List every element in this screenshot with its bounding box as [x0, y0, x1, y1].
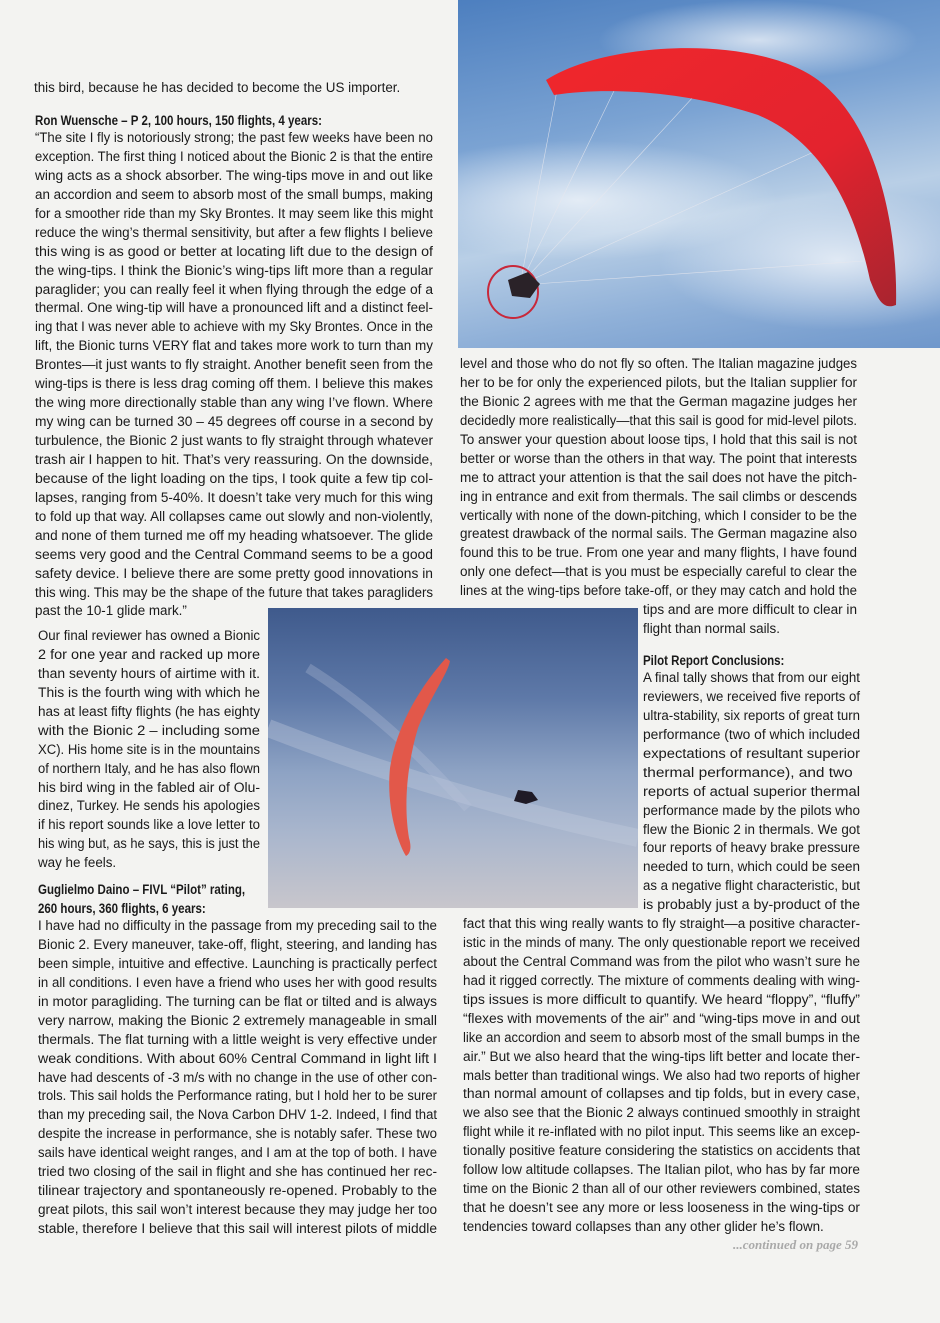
text-line-content: has at least fifty flights (he has eighty	[38, 703, 260, 719]
text-line	[460, 563, 857, 582]
text-line	[35, 337, 433, 356]
text-line	[35, 167, 433, 186]
text-line	[35, 489, 433, 508]
text-line	[643, 726, 860, 745]
text-line-content: the wing more directionally stable than any wing I’ve flown. Where	[35, 395, 433, 411]
text-line	[643, 877, 860, 896]
text-line-content: his bird wing in the fabled air of Olu-	[38, 779, 260, 795]
text-line	[35, 375, 433, 394]
text-line-content: lift, the Bionic turns VERY flat and takes more work to turn than my	[35, 338, 433, 354]
text-line	[643, 669, 860, 688]
text-line	[38, 1106, 437, 1125]
text-line-content: about the Central Command was from the pilot who wasn’t sure he	[463, 953, 860, 969]
text-line	[460, 544, 857, 563]
text-line-content: reports of actual superior thermal	[643, 783, 860, 799]
text-line	[38, 1163, 437, 1182]
text-line-content: we also see that the Bionic 2 always continued smoothly in straight	[463, 1105, 860, 1121]
paraglider-photo	[268, 608, 638, 908]
text-line-content: “flexes with movements of the air” and “wing-tips move in and out	[463, 1010, 860, 1026]
text-line-content: tionally positive feature considering the statistics on accidents that	[463, 1143, 860, 1159]
text-line-content: safety device. I believe there are some pretty good innovations in	[35, 565, 433, 581]
conclusions-heading-text: Pilot Report Conclusions:	[643, 653, 785, 668]
text-line	[38, 627, 260, 646]
text-line	[643, 601, 857, 620]
text-line-content: dinez, Turkey. He sends his apologies	[38, 798, 260, 814]
text-line-content: if his report sounds like a love letter to	[38, 817, 260, 833]
guglielmo-review-paragraph	[38, 917, 437, 1239]
text-line	[38, 760, 260, 779]
text-line-content: of northern Italy, and he has also flown	[38, 760, 260, 776]
text-line-content: decidedly more realistically—that this sail is good for mid-level pilots.	[460, 412, 857, 428]
text-line	[35, 356, 433, 375]
text-line-content: as a negative flight characteristic, but	[643, 878, 860, 894]
text-line	[463, 972, 860, 991]
text-line	[460, 355, 857, 374]
text-line-content: XC). His home site is in the mountains	[38, 741, 260, 757]
text-line	[35, 451, 433, 470]
text-line-content: been simple, intuitive and effective. Launching is practically perfect	[38, 955, 437, 971]
text-line	[643, 821, 860, 840]
text-line-content: tips and are more difficult to clear in	[643, 602, 857, 617]
guglielmo-heading-line2: 260 hours, 360 flights, 6 years:	[38, 901, 206, 916]
text-line	[35, 394, 433, 413]
text-line	[38, 1220, 437, 1239]
text-line-content: this wing. This may be the shape of the future that takes paragliders	[35, 584, 433, 600]
text-line-content: sails have identical weight ranges, and I am at the top of both. I have	[38, 1145, 437, 1161]
text-line	[35, 148, 433, 167]
text-line	[463, 991, 860, 1010]
text-line	[38, 993, 437, 1012]
text-line-content: expectations of resultant superior	[643, 745, 860, 761]
text-line-content: follow low altitude collapses. The Italian pilot, who has by far more	[463, 1162, 860, 1178]
text-line-content: his wing but, as he says, this is just the	[38, 836, 260, 852]
text-line-content: great pilots, this sail won’t interest because they may judge her too	[38, 1202, 438, 1218]
text-line	[463, 1067, 860, 1086]
intro-paragraph	[34, 79, 434, 98]
text-line	[38, 1144, 437, 1163]
text-line	[463, 934, 860, 953]
text-line	[38, 665, 260, 684]
text-line	[38, 816, 260, 835]
text-line-content: trash air I happen to hit. That’s very reassuring. On the downside,	[35, 451, 433, 467]
text-line-content: that he doesn’t see any more or less looseness in the wing-tips or	[463, 1200, 860, 1216]
text-line-content: four reports of heavy brake pressure	[643, 840, 860, 856]
text-line	[463, 953, 860, 972]
text-line-content: paraglider; you can really feel it when flying through the edge of a	[35, 281, 434, 297]
text-line-content: 2 for one year and racked up more	[38, 646, 260, 662]
text-line-content: istic in the minds of many. The only questionable report we received	[463, 934, 860, 950]
text-line	[38, 1182, 437, 1201]
text-line	[35, 299, 433, 318]
text-line	[463, 1123, 860, 1142]
text-line	[35, 262, 433, 281]
text-line	[38, 779, 260, 798]
text-line	[643, 858, 860, 877]
text-line-content: wing-tips is there is less drag coming off them. I believe this makes	[35, 376, 433, 392]
text-line-content: the Bionic 2 agrees with me that the German magazine judges her	[460, 393, 857, 409]
text-line	[463, 1180, 860, 1199]
text-line-content: the wing-tips. I think the Bionic’s wing-tips lift more than a regular	[35, 262, 433, 278]
text-line-content: an accordion and seem to absorb most of the small bumps, making	[35, 186, 433, 202]
text-line-content: I have had no difficulty in the passage from my preceding sail to the	[38, 918, 437, 933]
text-line-content: Brontes—it just wants to fly straight. Another benefit seen from the	[35, 357, 433, 373]
text-line-content: To answer your question about loose tips, I hold that this sail is not	[460, 431, 857, 447]
text-line-content: ultra-stability, six reports of great turn	[643, 707, 860, 723]
text-line-content: with the Bionic 2 – including some	[38, 722, 260, 738]
text-line-content: lines at the wing-tips before take-off, or they may catch and hold the	[460, 583, 857, 599]
text-line	[38, 835, 260, 854]
ron-heading-text: Ron Wuensche – P 2, 100 hours, 150 flights, 4 years:	[35, 113, 322, 128]
text-line-content: reviewers, we received five reports of	[643, 688, 860, 704]
text-line-content: very narrow, making the Bionic 2 extremely manageable in small	[38, 1012, 437, 1028]
text-line-content: exception. The first thing I noticed about the Bionic 2 is that the entire	[35, 148, 433, 164]
text-line	[463, 915, 860, 934]
text-line-content: her to be for only the experienced pilots, but the Italian supplier for	[460, 374, 857, 390]
text-line	[463, 1048, 860, 1067]
text-line	[34, 79, 434, 98]
text-line	[643, 688, 860, 707]
text-line	[38, 797, 260, 816]
text-line	[460, 507, 857, 526]
text-line	[35, 413, 433, 432]
text-line	[460, 582, 857, 601]
text-line-content: past the 10-1 glide mark.”	[35, 603, 187, 619]
text-line	[38, 1050, 437, 1069]
conclusions-paragraph	[463, 915, 860, 1237]
text-line	[38, 1069, 437, 1088]
text-line-content: tendencies toward collapses than any other glider he’s flown.	[463, 1219, 824, 1234]
text-line-content: than normal amount of collapses and tip folds, but in every case,	[463, 1086, 860, 1102]
text-line	[38, 722, 260, 741]
text-line-content: me to attract your attention is that the sail does not have the pitch-	[460, 469, 857, 485]
text-line	[463, 1218, 860, 1237]
text-line-content: for a smoother ride than my Sky Brontes. It may seem like this might	[35, 205, 433, 221]
text-line	[35, 224, 433, 243]
text-line-content: air.” But we also heard that the wing-tips lift better and locate ther-	[463, 1048, 860, 1064]
text-line-content: thermal performance), and two	[643, 764, 853, 780]
text-line-content: greatest drawback of the normal sails. The German magazine also	[460, 526, 857, 542]
text-line	[35, 527, 433, 546]
text-line-content: like an accordion and seem to absorb most of the small bumps in the	[463, 1029, 860, 1045]
text-line-content: vertically with none of the down-pitching, which I consider to be the	[460, 507, 857, 523]
text-line	[38, 974, 437, 993]
text-line-content: tried two closing of the sail in flight and she has continued her rec-	[38, 1164, 437, 1180]
text-line-content: than seventy hours of airtime with it.	[38, 665, 260, 681]
text-line	[38, 684, 260, 703]
text-line	[460, 450, 857, 469]
text-line-content: level and those who do not fly so often. The Italian magazine judges	[460, 356, 857, 371]
text-line	[35, 508, 433, 527]
text-line-content: had it rigged correctly. The mixture of comments dealing with wing-	[463, 972, 860, 988]
text-line	[643, 620, 857, 639]
text-line	[643, 707, 860, 726]
text-line	[35, 186, 433, 205]
text-line	[463, 1199, 860, 1218]
paramotor-photo	[458, 0, 940, 348]
text-line-content: performance (two of which included	[643, 726, 860, 742]
text-line-content: turbulence, the Bionic 2 just wants to fly straight through whatever	[35, 433, 433, 448]
text-line-content: fact that this wing really wants to fly straight—a positive character-	[463, 916, 860, 931]
text-line-content: this wing is as good or better at locating lift due to the design of	[35, 243, 434, 259]
conclusions-heading	[643, 651, 807, 670]
text-line-content: better or worse than the others in that way. The point that interests	[460, 450, 857, 466]
text-line-content: in all conditions. I even have a friend who uses her with good results	[38, 974, 437, 990]
text-line-content: Bionic 2. Every maneuver, take-off, flight, steering, and landing has	[38, 936, 438, 952]
text-line	[463, 1104, 860, 1123]
text-line	[35, 602, 433, 621]
text-line-content: reduce the wing’s thermal sensitivity, but after a few flights I believe	[35, 224, 433, 240]
text-line	[35, 432, 433, 451]
paramotor-wing-illustration	[458, 0, 940, 348]
ron-heading	[35, 111, 369, 130]
text-line	[460, 525, 857, 544]
text-line	[38, 1087, 437, 1106]
text-line-content: is probably just a by-product of the	[643, 897, 860, 913]
text-line	[463, 1142, 860, 1161]
guglielmo-heading	[38, 880, 279, 899]
text-line	[38, 1012, 437, 1031]
text-line	[35, 318, 433, 337]
text-line	[35, 205, 433, 224]
text-line	[460, 488, 857, 507]
text-line-content: tips issues is more difficult to quantify. We heard “floppy”, “fluffy”	[463, 991, 860, 1007]
text-line-content: to fold up that way. All collapses came out slowly and non-violently,	[35, 508, 433, 524]
text-line	[35, 565, 433, 584]
text-line-content: lapses, ranging from 5-40%. It doesn’t take very much for this wing	[35, 489, 434, 505]
text-line	[460, 412, 857, 431]
text-line-content: A final tally shows that from our eight	[643, 670, 860, 685]
text-line	[463, 1029, 860, 1048]
text-line	[38, 1201, 437, 1220]
text-line-content: “The site I fly is notoriously strong; the past few weeks have been no	[35, 130, 433, 145]
text-line	[643, 745, 860, 764]
text-line	[463, 1085, 860, 1104]
text-line-content: only one defect—that is you must be especially careful to clear the	[460, 564, 857, 580]
text-line	[35, 243, 433, 262]
text-line-content: thermal. One wing-tip will have a pronounced lift and a distinct feel-	[35, 300, 433, 316]
conclusions-paragraph-narrow	[643, 669, 860, 915]
text-line-content: mals better than traditional wings. We also had two reports of higher	[463, 1067, 860, 1083]
text-line	[460, 431, 857, 450]
text-line-content: because of the light loading on the tips, I took quite a few tip col-	[35, 470, 433, 486]
text-line	[460, 374, 857, 393]
guglielmo-heading-line1: Guglielmo Daino – FIVL “Pilot” rating,	[38, 882, 246, 897]
text-line	[460, 469, 857, 488]
text-line-content: flew the Bionic 2 in thermals. We got	[643, 821, 860, 837]
text-line	[643, 764, 860, 783]
text-line-content: despite the increase in performance, she is notably safer. These two	[38, 1126, 437, 1142]
continued-on-page-link[interactable]: ...continued on page 59	[733, 1237, 858, 1252]
text-line-content: thermals. The flat turning with a little weight is very effective under	[38, 1031, 437, 1047]
text-line	[38, 741, 260, 760]
text-line-content: my wing can be turned 30 – 45 degrees off course in a second by	[35, 414, 433, 430]
paraglider-wing-illustration	[268, 608, 638, 908]
text-line-content: this bird, because he has decided to become the US importer.	[34, 80, 401, 95]
text-line-content: have had descents of -3 m/s with no change in the use of other con-	[38, 1069, 437, 1085]
final-reviewer-intro	[38, 627, 260, 873]
text-line-content: flight than normal sails.	[643, 620, 780, 636]
text-line	[38, 1031, 437, 1050]
text-line	[463, 1161, 860, 1180]
text-line	[38, 703, 260, 722]
text-line	[35, 584, 433, 603]
text-line-content: weak conditions. With about 60% Central Command in light lift I	[38, 1050, 437, 1066]
text-line-content: This is the fourth wing with which he	[38, 684, 260, 700]
text-line-content: and none of them turned me off my heading whatsoever. The glide	[35, 527, 433, 543]
text-line-content: needed to turn, which could be seen	[643, 859, 860, 875]
text-line	[643, 839, 860, 858]
text-line-content: tilinear trajectory and spontaneously re-opened. Probably to the	[38, 1183, 437, 1199]
text-line	[38, 955, 437, 974]
text-line-content: ing that I was never able to achieve with my Sky Brontes. Once in the	[35, 319, 433, 335]
text-line	[38, 646, 260, 665]
text-line-content: wing acts as a shock absorber. The wing-tips move in and out like	[35, 167, 433, 183]
text-line	[38, 936, 437, 955]
text-line	[38, 854, 260, 873]
text-line	[38, 1125, 437, 1144]
text-line	[643, 802, 860, 821]
text-line-content: in motor paragliding. The turning can be flat or tilted and is always	[38, 993, 437, 1009]
text-line-content: ing in entrance and exit from thermals. The sail climbs or descends	[460, 488, 857, 504]
text-line-content: performance made by the pilots who	[643, 802, 860, 818]
text-line-content: time on the Bionic 2 than all of our other reviewers combined, states	[463, 1181, 860, 1197]
guglielmo-subheading	[38, 899, 233, 918]
ron-review-paragraph	[35, 129, 433, 621]
guglielmo-review-end	[643, 601, 857, 639]
text-line	[35, 281, 433, 300]
text-line	[643, 783, 860, 802]
guglielmo-review-continued	[460, 355, 857, 601]
text-line	[35, 470, 433, 489]
text-line	[643, 896, 860, 915]
text-line	[35, 546, 433, 565]
text-line	[35, 129, 433, 148]
text-line-content: found this to be true. From one year and many flights, I have found	[460, 545, 857, 561]
text-line-content: trols. This sail holds the Performance rating, but I hold her to be surer	[38, 1088, 437, 1104]
text-line-content: seems very good and the Central Command seems to be a good	[35, 546, 434, 562]
text-line-content: flight while it re-inflated with no pilot input. This seems like an excep-	[463, 1124, 860, 1140]
text-line	[460, 393, 857, 412]
text-line-content: than my preceding sail, the Nova Carbon DHV 1-2. Indeed, I find that	[38, 1107, 437, 1123]
text-line-content: Our final reviewer has owned a Bionic	[38, 628, 260, 643]
text-line-content: way he feels.	[38, 855, 117, 871]
text-line	[38, 917, 437, 936]
text-line-content: stable, therefore I believe that this sail will interest pilots of middle	[38, 1221, 438, 1236]
text-line	[463, 1010, 860, 1029]
